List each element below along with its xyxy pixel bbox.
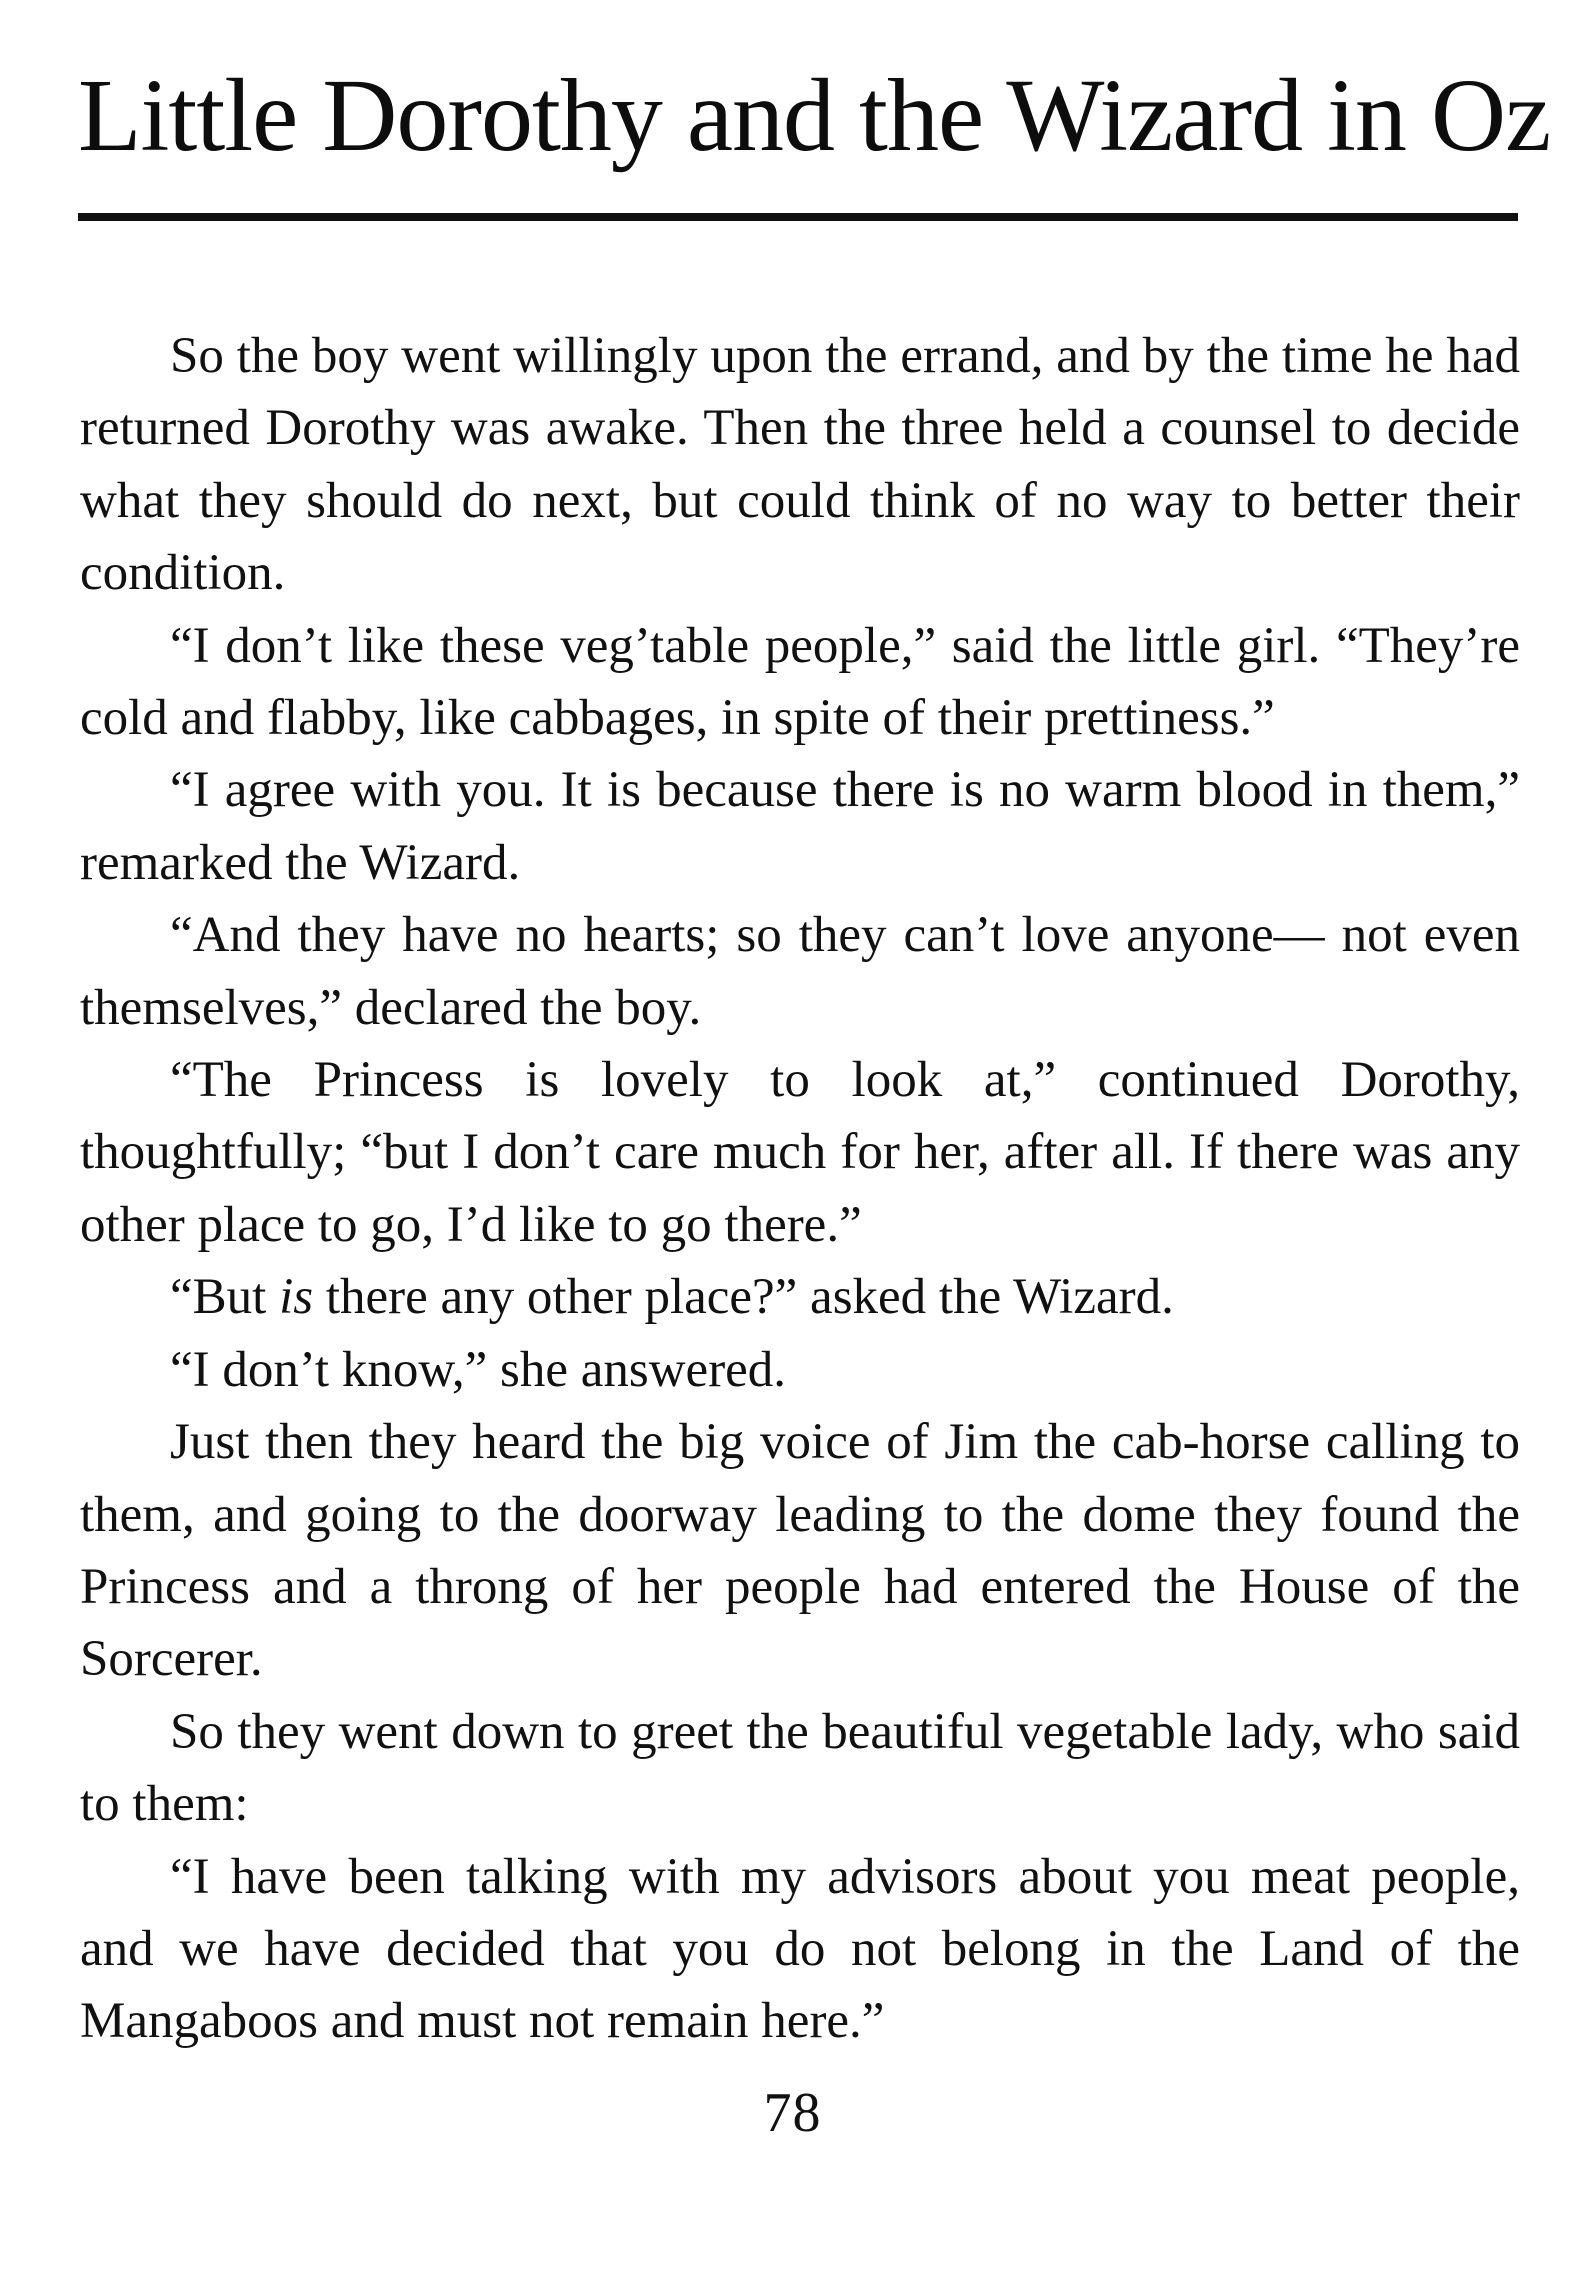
paragraph: “I have been talking with my advisors about you meat people, and we have decided that you do not belong in the Land of the Mangaboos and must not remain here.” (80, 1848, 1520, 2050)
paragraph (80, 1261, 1520, 1333)
paragraph: So they went down to greet the beautiful vegetable lady, who said to them: (80, 1703, 1520, 1833)
paragraph-text-after: there any other place?” asked the Wizard. (313, 1269, 1174, 1326)
paragraph: “The Princess is lovely to look at,” continued Dorothy, thoughtfully; “but I don’t care much for her, after all. If there was any other place to go, I’d like to go there.” (80, 1052, 1520, 1253)
paragraph: “I agree with you. It is because there is no warm blood in them,” remarked the Wizard. (80, 762, 1520, 891)
paragraph: “And they have no hearts; so they can’t love anyone— not even themselves,” declared the boy. (80, 907, 1520, 1036)
paragraph: “I don’t like these veg’table people,” said the little girl. “They’re cold and flabby, like cabbages, in spite of their prettiness.” (80, 617, 1520, 747)
running-title: Little Dorothy and the Wizard in Oz (78, 58, 1551, 173)
paragraph: “I don’t know,” she answered. (170, 1341, 787, 1398)
paragraph-text-before: “But (170, 1269, 280, 1326)
body-text (80, 320, 1520, 2058)
paragraph: So the boy went willingly upon the errand, and by the time he had returned Dorothy was awake. Then the three held a counsel to decide what they should do next, but could think of no way to better their condition. (80, 328, 1520, 602)
page-number: 78 (763, 2082, 822, 2144)
header-rule (78, 213, 1518, 221)
paragraph: Just then they heard the big voice of Jim the cab-horse calling to them, and going to the doorway leading to the dome they found the Princess and a throng of her people had entered the House of the Sorcerer. (80, 1414, 1520, 1688)
emphasis-word: is (279, 1269, 314, 1326)
